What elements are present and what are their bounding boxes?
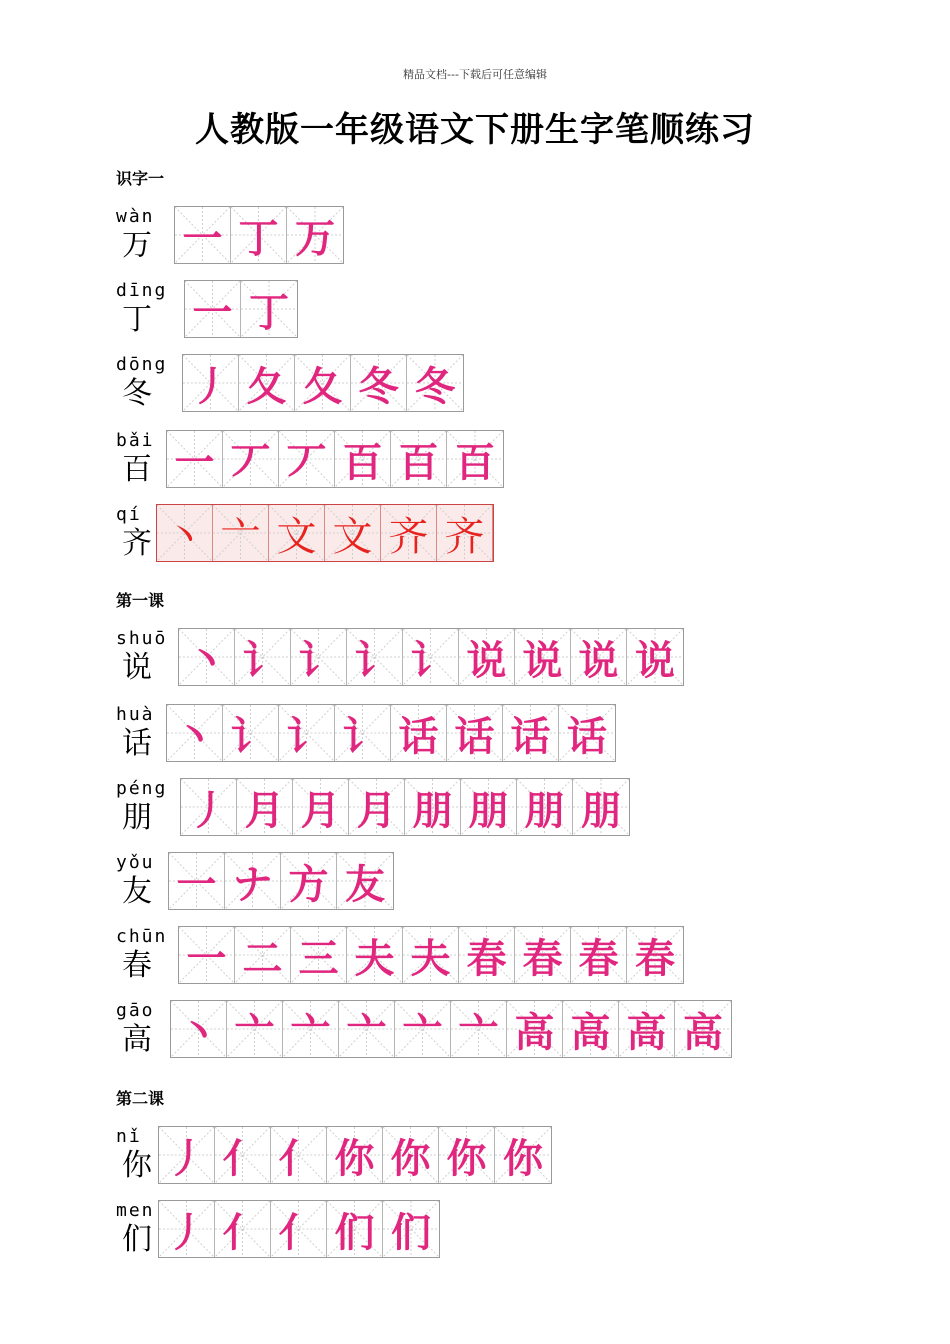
stroke-step-cell — [503, 705, 559, 761]
stroke-step-glyph: 话 — [510, 712, 551, 760]
stroke-step-glyph: 文 — [276, 513, 317, 560]
stroke-step-cell — [507, 1001, 563, 1057]
stroke-step-glyph: 说 — [466, 636, 507, 684]
stroke-step-glyph: 一 — [174, 438, 215, 486]
stroke-step-cell — [515, 629, 571, 685]
stroke-step-cell — [459, 629, 515, 685]
stroke-step-cell — [437, 505, 493, 561]
stroke-step-glyph: 你 — [334, 1134, 375, 1182]
stroke-step-glyph: 一 — [186, 934, 227, 982]
stroke-step-cell — [223, 431, 279, 487]
stroke-step-cell — [181, 779, 237, 835]
stroke-order-strip — [158, 1126, 552, 1184]
stroke-step-cell — [227, 1001, 283, 1057]
stroke-step-glyph: 丶 — [174, 712, 215, 760]
stroke-step-cell — [675, 1001, 731, 1057]
pinyin-label: dōng — [116, 354, 168, 375]
stroke-step-glyph: 亻 — [278, 1134, 319, 1182]
stroke-step-cell — [175, 207, 231, 263]
stroke-order-strip — [184, 280, 298, 338]
stroke-step-glyph: 讠 — [354, 636, 395, 684]
stroke-step-glyph: 讠 — [342, 712, 383, 760]
stroke-step-glyph: 丿 — [166, 1134, 207, 1182]
stroke-step-cell — [381, 505, 437, 561]
stroke-step-glyph: 春 — [522, 934, 563, 982]
stroke-step-glyph: 冬 — [415, 362, 455, 410]
stroke-step-cell — [269, 505, 325, 561]
stroke-step-cell — [391, 705, 447, 761]
stroke-step-cell — [573, 779, 629, 835]
stroke-step-glyph: 亠 — [346, 1008, 387, 1056]
stroke-step-cell — [159, 1127, 215, 1183]
pinyin-label: dīng — [116, 280, 168, 301]
stroke-step-cell — [619, 1001, 675, 1057]
stroke-step-glyph: 讠 — [286, 712, 327, 760]
stroke-step-glyph: 高 — [514, 1008, 555, 1056]
stroke-step-glyph: 一 — [182, 214, 223, 262]
stroke-order-strip — [166, 704, 616, 762]
stroke-step-glyph: 说 — [522, 636, 563, 684]
stroke-step-cell — [461, 779, 517, 835]
pinyin-label: shuō — [116, 628, 168, 649]
stroke-step-glyph: 说 — [578, 636, 619, 684]
stroke-step-glyph: 夫 — [354, 934, 395, 982]
stroke-order-strip — [174, 206, 344, 264]
section-label: 第一课 — [116, 591, 165, 610]
character-label: 朋 — [122, 800, 152, 835]
stroke-step-glyph: 亠 — [220, 513, 261, 560]
stroke-step-glyph: 月 — [356, 786, 397, 834]
character-label: 冬 — [122, 376, 152, 411]
stroke-step-cell — [283, 1001, 339, 1057]
stroke-step-glyph: 亠 — [290, 1008, 331, 1056]
pinyin-label: chūn — [116, 926, 168, 947]
stroke-step-glyph: 讠 — [410, 636, 451, 684]
stroke-step-glyph: 春 — [578, 934, 619, 982]
stroke-step-glyph: 讠 — [230, 712, 271, 760]
character-label: 齐 — [122, 526, 152, 561]
stroke-step-glyph: 丆 — [286, 438, 327, 486]
stroke-step-glyph: 讠 — [298, 636, 339, 684]
document-title: 人教版一年级语文下册生字笔顺练习 — [195, 110, 755, 150]
stroke-step-glyph: 春 — [635, 934, 675, 982]
stroke-step-cell — [447, 431, 503, 487]
pinyin-label: wàn — [116, 206, 155, 227]
stroke-step-cell — [239, 355, 295, 411]
stroke-step-glyph: 亠 — [234, 1008, 275, 1056]
character-label: 友 — [122, 874, 152, 909]
stroke-order-strip — [178, 628, 684, 686]
stroke-step-glyph: 高 — [570, 1008, 611, 1056]
stroke-step-cell — [215, 1201, 271, 1257]
stroke-step-glyph: 友 — [345, 860, 385, 908]
stroke-step-cell — [405, 779, 461, 835]
stroke-step-glyph: 你 — [390, 1134, 431, 1182]
stroke-step-glyph: 高 — [683, 1008, 723, 1056]
stroke-step-cell — [327, 1127, 383, 1183]
stroke-order-strip — [182, 354, 464, 412]
stroke-step-cell — [279, 705, 335, 761]
stroke-step-cell — [169, 853, 225, 909]
stroke-step-cell — [349, 779, 405, 835]
stroke-step-cell — [279, 431, 335, 487]
stroke-step-cell — [383, 1201, 439, 1257]
stroke-step-cell — [351, 355, 407, 411]
stroke-step-glyph: 万 — [295, 214, 335, 262]
stroke-step-glyph: 丶 — [178, 1008, 219, 1056]
stroke-step-cell — [383, 1127, 439, 1183]
character-label: 丁 — [122, 302, 152, 337]
stroke-step-cell — [167, 431, 223, 487]
stroke-step-cell — [159, 1201, 215, 1257]
stroke-step-glyph: 齐 — [388, 513, 429, 560]
stroke-step-cell — [627, 629, 683, 685]
stroke-order-strip — [180, 778, 630, 836]
stroke-step-glyph: 高 — [626, 1008, 667, 1056]
stroke-step-cell — [295, 355, 351, 411]
stroke-step-cell — [391, 431, 447, 487]
stroke-step-cell — [179, 629, 235, 685]
stroke-order-strip — [178, 926, 684, 984]
stroke-step-cell — [347, 927, 403, 983]
stroke-step-glyph: 你 — [446, 1134, 487, 1182]
stroke-step-glyph: 们 — [334, 1208, 375, 1256]
stroke-step-cell — [287, 207, 343, 263]
stroke-step-glyph: 一 — [176, 860, 217, 908]
stroke-step-cell — [407, 355, 463, 411]
stroke-step-cell — [395, 1001, 451, 1057]
character-label: 说 — [122, 650, 152, 685]
stroke-step-cell — [325, 505, 381, 561]
stroke-step-glyph: 话 — [398, 712, 439, 760]
stroke-step-cell — [235, 927, 291, 983]
stroke-step-cell — [291, 927, 347, 983]
stroke-step-cell — [439, 1127, 495, 1183]
stroke-step-glyph: 丶 — [164, 513, 205, 560]
pinyin-label: huà — [116, 704, 155, 725]
stroke-step-glyph: 月 — [300, 786, 341, 834]
stroke-step-cell — [167, 705, 223, 761]
stroke-step-glyph: 丿 — [166, 1208, 207, 1256]
stroke-step-cell — [335, 431, 391, 487]
stroke-step-cell — [235, 629, 291, 685]
section-label: 识字一 — [116, 169, 165, 188]
stroke-order-strip — [168, 852, 394, 910]
stroke-step-cell — [183, 355, 239, 411]
stroke-step-cell — [451, 1001, 507, 1057]
stroke-step-cell — [225, 853, 281, 909]
stroke-step-cell — [459, 927, 515, 983]
stroke-step-cell — [223, 705, 279, 761]
character-label: 万 — [122, 228, 152, 263]
stroke-step-glyph: 百 — [342, 438, 383, 486]
stroke-step-glyph: 亠 — [458, 1008, 499, 1056]
stroke-step-cell — [447, 705, 503, 761]
stroke-step-cell — [171, 1001, 227, 1057]
stroke-step-cell — [271, 1127, 327, 1183]
stroke-step-cell — [327, 1201, 383, 1257]
stroke-order-strip — [170, 1000, 732, 1058]
header-note: 精品文档---下载后可任意编辑 — [403, 68, 547, 81]
pinyin-label: qí — [116, 504, 142, 525]
stroke-step-glyph: 丶 — [186, 636, 227, 684]
stroke-step-cell — [339, 1001, 395, 1057]
character-label: 话 — [122, 726, 152, 761]
pinyin-label: men — [116, 1200, 155, 1221]
stroke-step-cell — [495, 1127, 551, 1183]
stroke-step-cell — [571, 629, 627, 685]
stroke-step-glyph: 齐 — [444, 513, 485, 560]
stroke-step-cell — [215, 1127, 271, 1183]
stroke-step-glyph: 话 — [454, 712, 495, 760]
stroke-step-glyph: 朋 — [581, 786, 621, 834]
stroke-step-cell — [347, 629, 403, 685]
stroke-step-cell — [337, 853, 393, 909]
stroke-step-cell — [291, 629, 347, 685]
stroke-step-glyph: 朋 — [412, 786, 453, 834]
stroke-step-glyph: 二 — [242, 934, 283, 982]
stroke-step-cell — [185, 281, 241, 337]
stroke-step-glyph: 丿 — [188, 786, 229, 834]
stroke-step-glyph: 丁 — [249, 288, 289, 336]
stroke-step-glyph: 月 — [244, 786, 285, 834]
pinyin-label: péng — [116, 778, 168, 799]
stroke-step-glyph: 百 — [398, 438, 439, 486]
stroke-step-glyph: 夂 — [246, 362, 287, 410]
stroke-step-cell — [281, 853, 337, 909]
stroke-step-glyph: 春 — [466, 934, 507, 982]
stroke-step-cell — [157, 505, 213, 561]
stroke-step-glyph: 三 — [298, 934, 339, 982]
section-label: 第二课 — [116, 1089, 165, 1108]
stroke-step-glyph: 朋 — [468, 786, 509, 834]
stroke-step-cell — [403, 927, 459, 983]
stroke-step-cell — [271, 1201, 327, 1257]
stroke-step-glyph: 你 — [503, 1134, 543, 1182]
character-label: 百 — [122, 452, 152, 487]
stroke-step-glyph: 亻 — [222, 1208, 263, 1256]
stroke-step-cell — [517, 779, 573, 835]
character-label: 们 — [122, 1222, 152, 1257]
pinyin-label: nǐ — [116, 1126, 142, 1147]
stroke-step-cell — [563, 1001, 619, 1057]
stroke-step-glyph: 亻 — [278, 1208, 319, 1256]
stroke-step-cell — [293, 779, 349, 835]
character-label: 春 — [122, 948, 152, 983]
stroke-step-glyph: 话 — [567, 712, 607, 760]
stroke-step-glyph: 们 — [391, 1208, 431, 1256]
stroke-step-cell — [231, 207, 287, 263]
stroke-step-cell — [213, 505, 269, 561]
stroke-step-glyph: 文 — [332, 513, 373, 560]
stroke-step-glyph: 朋 — [524, 786, 565, 834]
stroke-step-glyph: 说 — [635, 636, 675, 684]
character-label: 高 — [122, 1022, 152, 1057]
stroke-order-strip — [156, 504, 494, 562]
stroke-step-cell — [241, 281, 297, 337]
pinyin-label: yǒu — [116, 852, 155, 873]
stroke-step-cell — [515, 927, 571, 983]
stroke-step-cell — [179, 927, 235, 983]
stroke-step-cell — [559, 705, 615, 761]
stroke-step-cell — [627, 927, 683, 983]
stroke-step-glyph: 一 — [192, 288, 233, 336]
stroke-step-glyph: 丁 — [238, 214, 279, 262]
stroke-step-glyph: ナ — [232, 860, 273, 908]
stroke-order-strip — [158, 1200, 440, 1258]
stroke-step-glyph: 讠 — [242, 636, 283, 684]
pinyin-label: gāo — [116, 1000, 155, 1021]
stroke-step-cell — [403, 629, 459, 685]
stroke-step-cell — [237, 779, 293, 835]
stroke-step-glyph: 方 — [288, 860, 329, 908]
stroke-order-strip — [166, 430, 504, 488]
stroke-step-cell — [571, 927, 627, 983]
stroke-step-glyph: 夂 — [302, 362, 343, 410]
stroke-step-glyph: 亻 — [222, 1134, 263, 1182]
stroke-step-glyph: 丿 — [190, 362, 231, 410]
character-label: 你 — [122, 1148, 152, 1183]
pinyin-label: bǎi — [116, 430, 155, 451]
stroke-step-cell — [335, 705, 391, 761]
stroke-step-glyph: 冬 — [358, 362, 399, 410]
stroke-step-glyph: 夫 — [410, 934, 451, 982]
stroke-step-glyph: 百 — [455, 438, 495, 486]
stroke-step-glyph: 丆 — [230, 438, 271, 486]
stroke-step-glyph: 亠 — [402, 1008, 443, 1056]
